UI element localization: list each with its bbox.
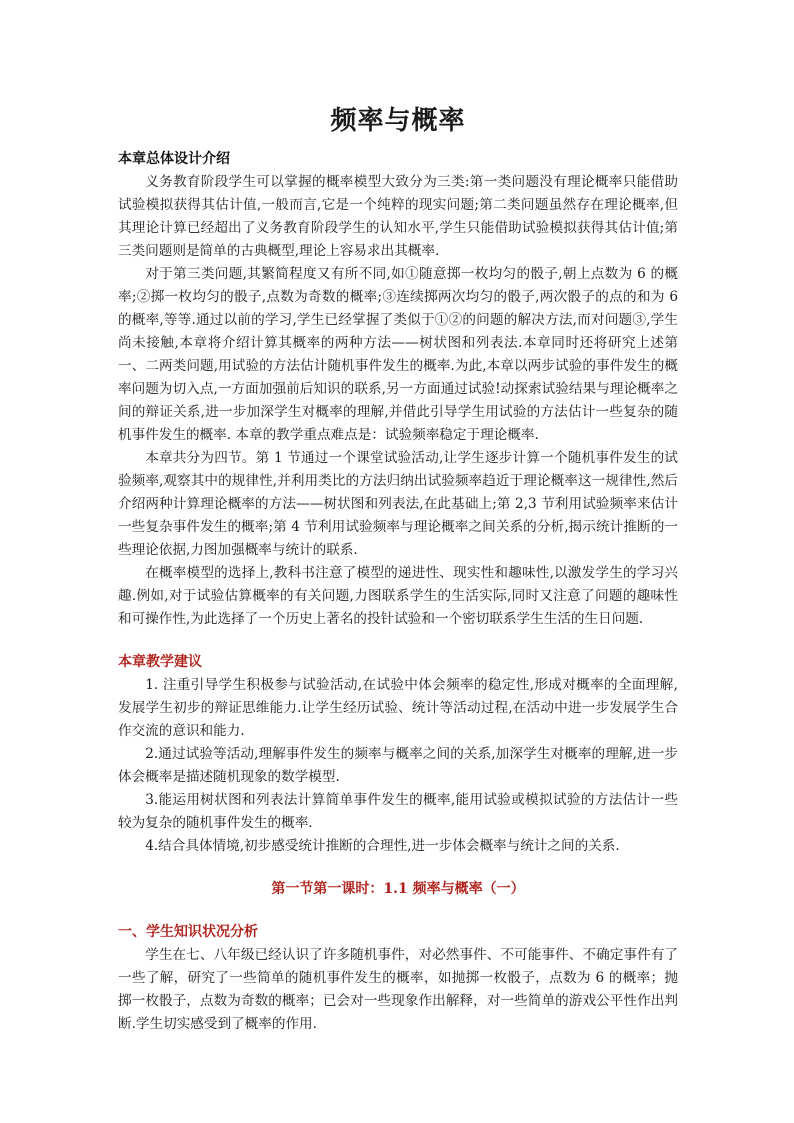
section-gap (118, 631, 678, 651)
suggestion-item: 2.通过试验等活动,理解事件发生的频率与概率之间的关系,加深学生对概率的理解,进一步体会概率是描述随机现象的数学模型. (118, 746, 678, 785)
analysis-paragraph: 学生在七、八年级已经认识了许多随机事件，对必然事件、不可能事件、不确定事件有了一些了解，研究了一些简单的随机事件发生的概率，如抛掷一枚骰子，点数为 6 的概率；抛掷一枚骰子，点数为奇数的概率；已会对一些现象作出解释，对一些简单的游戏公平性作出判断.学生切实感受到了概率的作用. (118, 947, 678, 1032)
section-gap (118, 901, 678, 921)
overview-paragraph: 义务教育阶段学生可以掌握的概率模型大致分为三类:第一类问题没有理论概率只能借助试验模拟获得其估计值,一般而言,它是一个纯粹的现实问题;第二类问题虽然存在理论概率,但其理论计算已经超出了义务教育阶段学生的认知水平,学生只能借助试验模拟获得其估计值;第三类问题则是简单的古典概型,理论上容易求出其概率. (118, 174, 678, 259)
analysis-heading: 一、学生知识状况分析 (118, 924, 258, 940)
suggestions-heading: 本章教学建议 (118, 654, 202, 670)
suggestion-item: 4.结合具体情境,初步感受统计推断的合理性,进一步体会概率与统计之间的关系. (145, 838, 620, 854)
overview-paragraph: 在概率模型的选择上,教科书注意了模型的递进性、现实性和趣味性,以激发学生的学习兴趣.例如,对于试验估算概率的有关问题,力图联系学生的生活实际,同时又注意了问题的趣味性和可操作性,为此选择了一个历史上著名的投针试验和一个密切联系学生生活的生日问题. (118, 565, 678, 627)
document-content (118, 94, 678, 1036)
lesson-title: 第一节第一课时：1.1 频率与概率（一） (271, 881, 525, 897)
section-gap (118, 858, 678, 878)
overview-heading: 本章总体设计介绍 (118, 151, 230, 167)
overview-paragraph: 对于第三类问题,其繁简程度又有所不同,如①随意掷一枚均匀的骰子,朝上点数为 6 的概率;②掷一枚均匀的骰子,点数为奇数的概率;③连续掷两次均匀的骰子,两次骰子的点的和为 6 的概率,等等.通过以前的学习,学生已经掌握了类似于①②的问题的解决方法,而对问题③,学生尚未接触,本章将介绍计算其概率的两种方法——树状图和列表法.本章同时还将研究上述第一、二两类问题,用试验的方法估计随机事件发生的概率.为此,本章以两步试验的事件发生的概率问题为切入点,一方面加强前后知识的联系,另一方面通过试验!动探索试验结果与理论概率之间的辩证关系,进一步加深学生对概率的理解,并借此引导学生用试验的方法估计一些复杂的随机事件发生的概率. 本章的教学重点难点是：试验频率稳定于理论概率. (118, 266, 678, 443)
overview-paragraph: 本章共分为四节。第 1 节通过一个课堂试验活动,让学生逐步计算一个随机事件发生的试验频率,观察其中的规律性,并利用类比的方法归纳出试验频率趋近于理论概率这一规律性,然后介绍两种计算理论概率的方法——树状图和列表法,在此基础上;第 2,3 节利用试验频率来估计一些复杂事件发生的概率;第 4 节利用试验频率与理论概率之间关系的分析,揭示统计推断的一些理论依据,力图加强概率与统计的联系. (118, 450, 678, 558)
suggestion-item: 3.能运用树状图和列表法计算简单事件发生的概率,能用试验或模拟试验的方法估计一些较为复杂的随机事件发生的概率. (118, 792, 678, 831)
suggestion-item: 1. 注重引导学生积极参与试验活动,在试验中体会频率的稳定性,形成对概率的全面理解,发展学生初步的辩证思维能力.让学生经历试验、统计等活动过程,在活动中进一步发展学生合作交流的意识和能力. (118, 677, 678, 739)
document-title: 频率与概率 (330, 106, 466, 136)
